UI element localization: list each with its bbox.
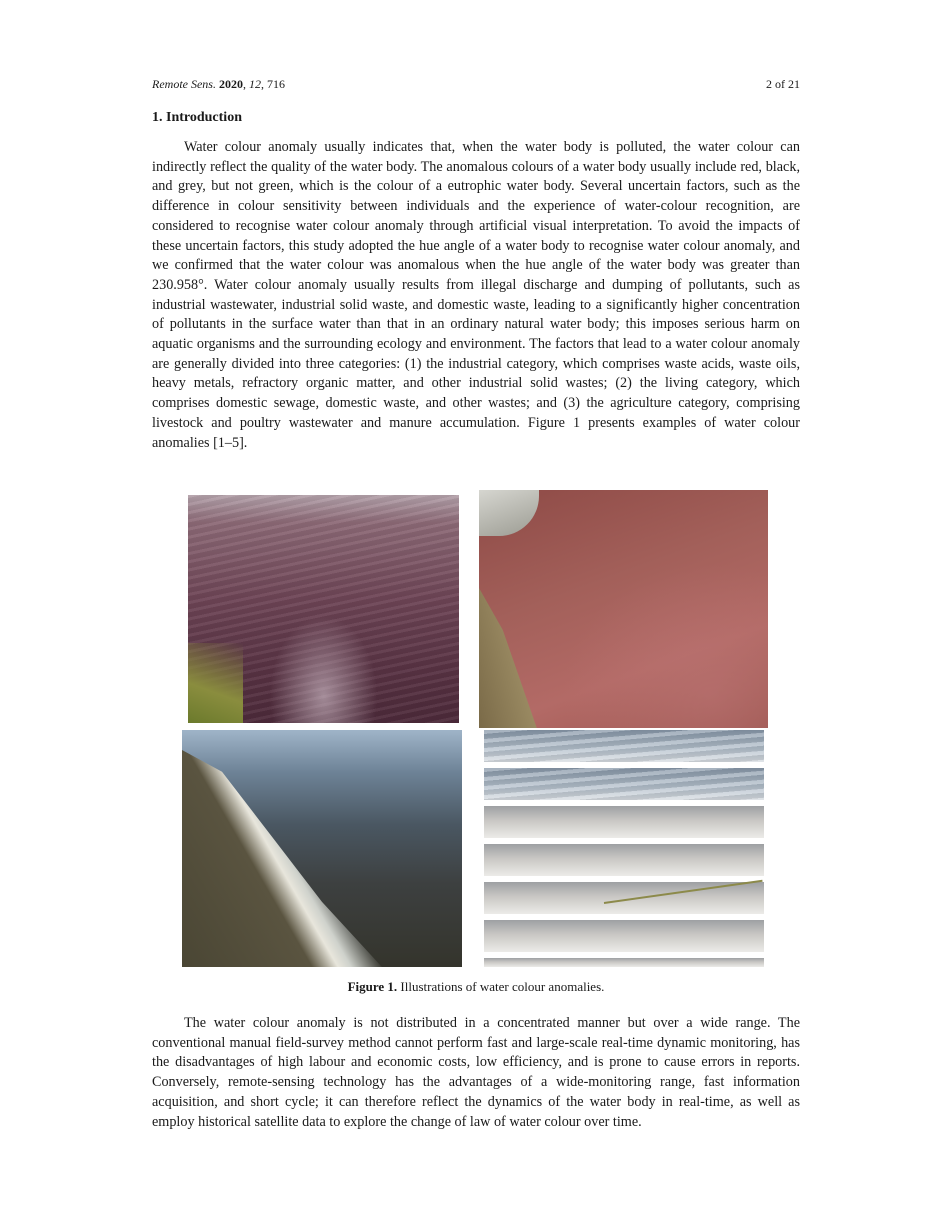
- figure-1: [182, 489, 770, 969]
- grey-water-strip: [484, 882, 764, 914]
- grey-water-strip: [484, 920, 764, 952]
- photo-dark-water-foam: [182, 730, 462, 967]
- grey-water-strip: [484, 958, 764, 967]
- riverbank-grass: [188, 643, 243, 723]
- reed-stalk: [604, 880, 763, 904]
- journal-citation: Remote Sens. 2020, 12, 716: [152, 77, 285, 91]
- grey-water-strip: [484, 844, 764, 876]
- boat-edge: [479, 490, 539, 536]
- grey-water-strip: [484, 768, 764, 800]
- photo-grey-water-strips: [484, 730, 764, 967]
- page-number: 2 of 21: [766, 77, 800, 91]
- muddy-bank: [479, 588, 547, 728]
- foam-shoreline: [182, 750, 382, 967]
- paragraph-monitoring: The water colour anomaly is not distributed in a concentrated manner but over a wide range. The conventional manual field-survey method cannot perform fast and large-scale real-time dynamic monitoring, has the disadvantages of high labour and economic costs, low efficiency, and is prone to cause errors in reports. Conversely, remote-sensing technology has the advantages of a wide-monitoring range, fast information acquisition, and short cycle; it can therefore reflect the dynamics of the water body in real-time, as well as employ historical satellite data to explore the change of law of water colour over time.: [152, 1015, 800, 1130]
- figure-caption: Figure 1. Illustrations of water colour anomalies.: [347, 979, 605, 994]
- grey-water-strip: [484, 806, 764, 838]
- photo-red-river-water: [188, 495, 459, 723]
- photo-red-pond-water: [479, 490, 768, 728]
- grey-water-strip: [484, 730, 764, 762]
- section-heading: 1. Introduction: [152, 110, 242, 125]
- paragraph-intro: Water colour anomaly usually indicates that, when the water body is polluted, the water colour can indirectly reflect the quality of the water body. The anomalous colours of a water body usually include red, black, and grey, but not green, which is the colour of a eutrophic water body. Several uncertain factors, such as the difference in colour sensitivity between individuals and the experience of water-colour recognition, are considered to recognise water colour anomaly through artificial visual interpretation. To avoid the impacts of these uncertain factors, this study adopted the hue angle of a water body to recognise water colour anomaly, and we confirmed that the water colour was anomalous when the hue angle of the water body was greater than 230.958°. Water colour anomaly usually results from illegal discharge and dumping of pollutants, such as industrial wastewater, industrial solid waste, and domestic waste, leading to a significantly higher concentration of pollutants in the surface water than that in an ordinary natural water body; this imposes serious harm on aquatic organisms and the surrounding ecology and environment. The factors that lead to a water colour anomaly are generally divided into three categories: (1) the industrial category, which comprises waste acids, waste oils, heavy metals, refractory organic matter, and other industrial solid wastes; (2) the living category, which comprises domestic sewage, domestic waste, and other wastes; and (3) the agriculture category, comprising livestock and poultry wastewater and manure accumulation. Figure 1 presents examples of water colour anomalies [1–5].: [152, 139, 800, 451]
